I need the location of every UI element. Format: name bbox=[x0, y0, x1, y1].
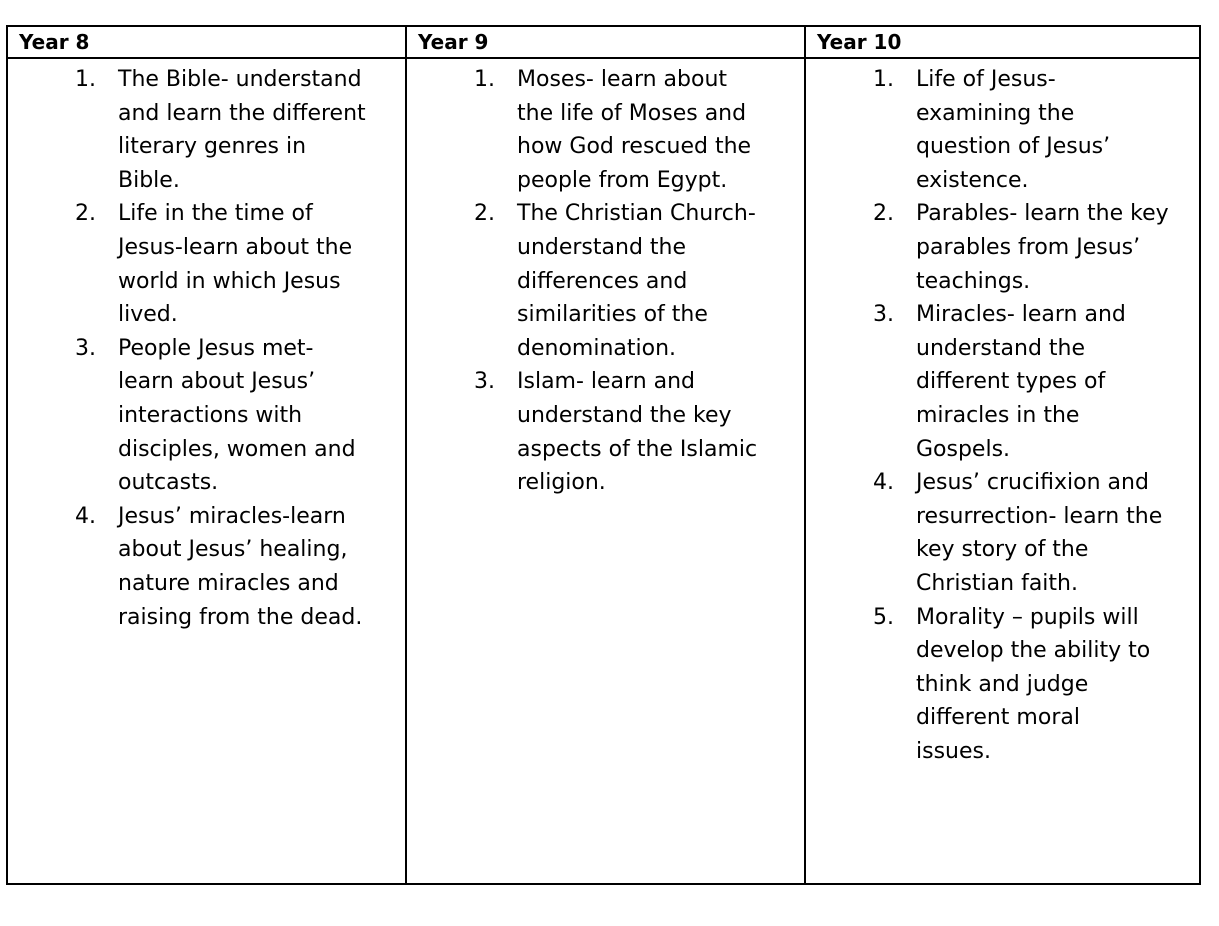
list-item-text bbox=[916, 63, 1199, 197]
list-item-line: differences and bbox=[517, 268, 688, 294]
list-item-text bbox=[916, 298, 1199, 466]
curriculum-table bbox=[6, 25, 1201, 885]
list-item-line: Bible. bbox=[118, 167, 180, 193]
list-item-text bbox=[916, 197, 1199, 298]
list-item-line: how God rescued the bbox=[517, 134, 752, 160]
list-item-line: understand the bbox=[916, 335, 1086, 361]
list-item-line: develop the ability to bbox=[916, 638, 1151, 664]
list-item-line: raising from the dead. bbox=[118, 604, 363, 630]
list-item-number: 1. bbox=[474, 67, 495, 92]
year-10-topic-list bbox=[806, 63, 1199, 768]
list-item-text bbox=[916, 601, 1199, 769]
list-item-text bbox=[916, 466, 1199, 600]
list-item-line: understand the key bbox=[517, 402, 732, 428]
list-item-line: religion. bbox=[517, 470, 606, 496]
list-item-text bbox=[118, 332, 405, 500]
list-item-line: outcasts. bbox=[118, 470, 219, 496]
year-10-header: Year 10 bbox=[805, 26, 1200, 58]
list-item bbox=[806, 63, 1199, 197]
list-item bbox=[8, 332, 405, 500]
list-item-number: 3. bbox=[75, 335, 96, 361]
list-item-number: 2. bbox=[873, 201, 894, 227]
list-item-line: interactions with bbox=[118, 402, 303, 428]
list-item-text bbox=[517, 197, 804, 365]
list-item-number: 2. bbox=[474, 201, 495, 227]
content-row bbox=[7, 58, 1200, 884]
list-item-line: Islam- learn and bbox=[517, 369, 696, 395]
list-item bbox=[8, 500, 405, 634]
list-item-number: 4. bbox=[873, 470, 894, 496]
list-item bbox=[8, 63, 405, 197]
list-item-number: 3. bbox=[873, 302, 894, 328]
list-item-line: key story of the bbox=[916, 537, 1089, 563]
list-item-line: Life in the time of bbox=[118, 201, 313, 227]
list-item-line: parables from Jesus’ bbox=[916, 234, 1141, 260]
list-item-line: People Jesus met- bbox=[118, 335, 314, 361]
list-item-line: lived. bbox=[118, 302, 178, 328]
list-item-number: 5. bbox=[873, 604, 894, 630]
list-item bbox=[407, 197, 804, 365]
list-item bbox=[806, 466, 1199, 600]
list-item-line: disciples, women and bbox=[118, 436, 356, 462]
list-item bbox=[806, 601, 1199, 769]
list-item-line: Christian faith. bbox=[916, 570, 1078, 596]
year-9-header: Year 9 bbox=[406, 26, 805, 58]
list-item bbox=[8, 197, 405, 331]
list-item-line: Morality – pupils will bbox=[916, 604, 1139, 630]
list-item bbox=[806, 298, 1199, 466]
list-item-line: think and judge bbox=[916, 671, 1089, 697]
year-9-cell bbox=[406, 58, 805, 884]
list-item-number: 1. bbox=[75, 67, 96, 92]
list-item-line: different moral bbox=[916, 705, 1080, 731]
list-item-line: existence. bbox=[916, 167, 1029, 193]
list-item bbox=[806, 197, 1199, 298]
list-item-text bbox=[517, 365, 804, 499]
list-item-line: Miracles- learn and bbox=[916, 302, 1126, 328]
list-item-line: miracles in the bbox=[916, 402, 1080, 428]
list-item-line: Jesus-learn about the bbox=[118, 234, 353, 260]
list-item-line: about Jesus’ healing, bbox=[118, 537, 348, 563]
list-item-text bbox=[118, 197, 405, 331]
year-9-topic-list bbox=[407, 63, 804, 500]
list-item-number: 1. bbox=[873, 67, 894, 92]
list-item-line: issues. bbox=[916, 738, 991, 764]
list-item-line: The Bible- understand bbox=[118, 67, 362, 92]
list-item-line: nature miracles and bbox=[118, 570, 339, 596]
list-item-text bbox=[517, 63, 804, 197]
list-item-line: aspects of the Islamic bbox=[517, 436, 758, 462]
list-item-line: people from Egypt. bbox=[517, 167, 728, 193]
list-item-number: 4. bbox=[75, 503, 96, 529]
list-item-line: resurrection- learn the bbox=[916, 503, 1163, 529]
year-8-header: Year 8 bbox=[7, 26, 406, 58]
list-item-line: teachings. bbox=[916, 268, 1031, 294]
list-item-line: and learn the different bbox=[118, 100, 366, 126]
list-item-line: Jesus’ miracles-learn bbox=[118, 503, 346, 529]
list-item-number: 3. bbox=[474, 369, 495, 395]
list-item-line: question of Jesus’ bbox=[916, 134, 1111, 160]
list-item-line: Moses- learn about bbox=[517, 67, 728, 92]
list-item-line: similarities of the bbox=[517, 302, 708, 328]
list-item-line: understand the bbox=[517, 234, 687, 260]
list-item-line: world in which Jesus bbox=[118, 268, 341, 294]
list-item-line: Life of Jesus- bbox=[916, 67, 1056, 92]
list-item-line: literary genres in bbox=[118, 134, 307, 160]
header-row bbox=[7, 26, 1200, 58]
year-8-topic-list bbox=[8, 63, 405, 634]
list-item-text bbox=[118, 63, 405, 197]
list-item bbox=[407, 63, 804, 197]
list-item-line: the life of Moses and bbox=[517, 100, 747, 126]
list-item-text bbox=[118, 500, 405, 634]
list-item-line: learn about Jesus’ bbox=[118, 369, 316, 395]
list-item-number: 2. bbox=[75, 201, 96, 227]
list-item-line: different types of bbox=[916, 369, 1106, 395]
year-10-cell bbox=[805, 58, 1200, 884]
year-8-cell bbox=[7, 58, 406, 884]
list-item-line: Jesus’ crucifixion and bbox=[916, 470, 1149, 496]
list-item-line: denomination. bbox=[517, 335, 677, 361]
list-item bbox=[407, 365, 804, 499]
list-item-line: examining the bbox=[916, 100, 1075, 126]
list-item-line: Gospels. bbox=[916, 436, 1011, 462]
list-item-line: The Christian Church- bbox=[517, 201, 756, 227]
list-item-line: Parables- learn the key bbox=[916, 201, 1169, 227]
